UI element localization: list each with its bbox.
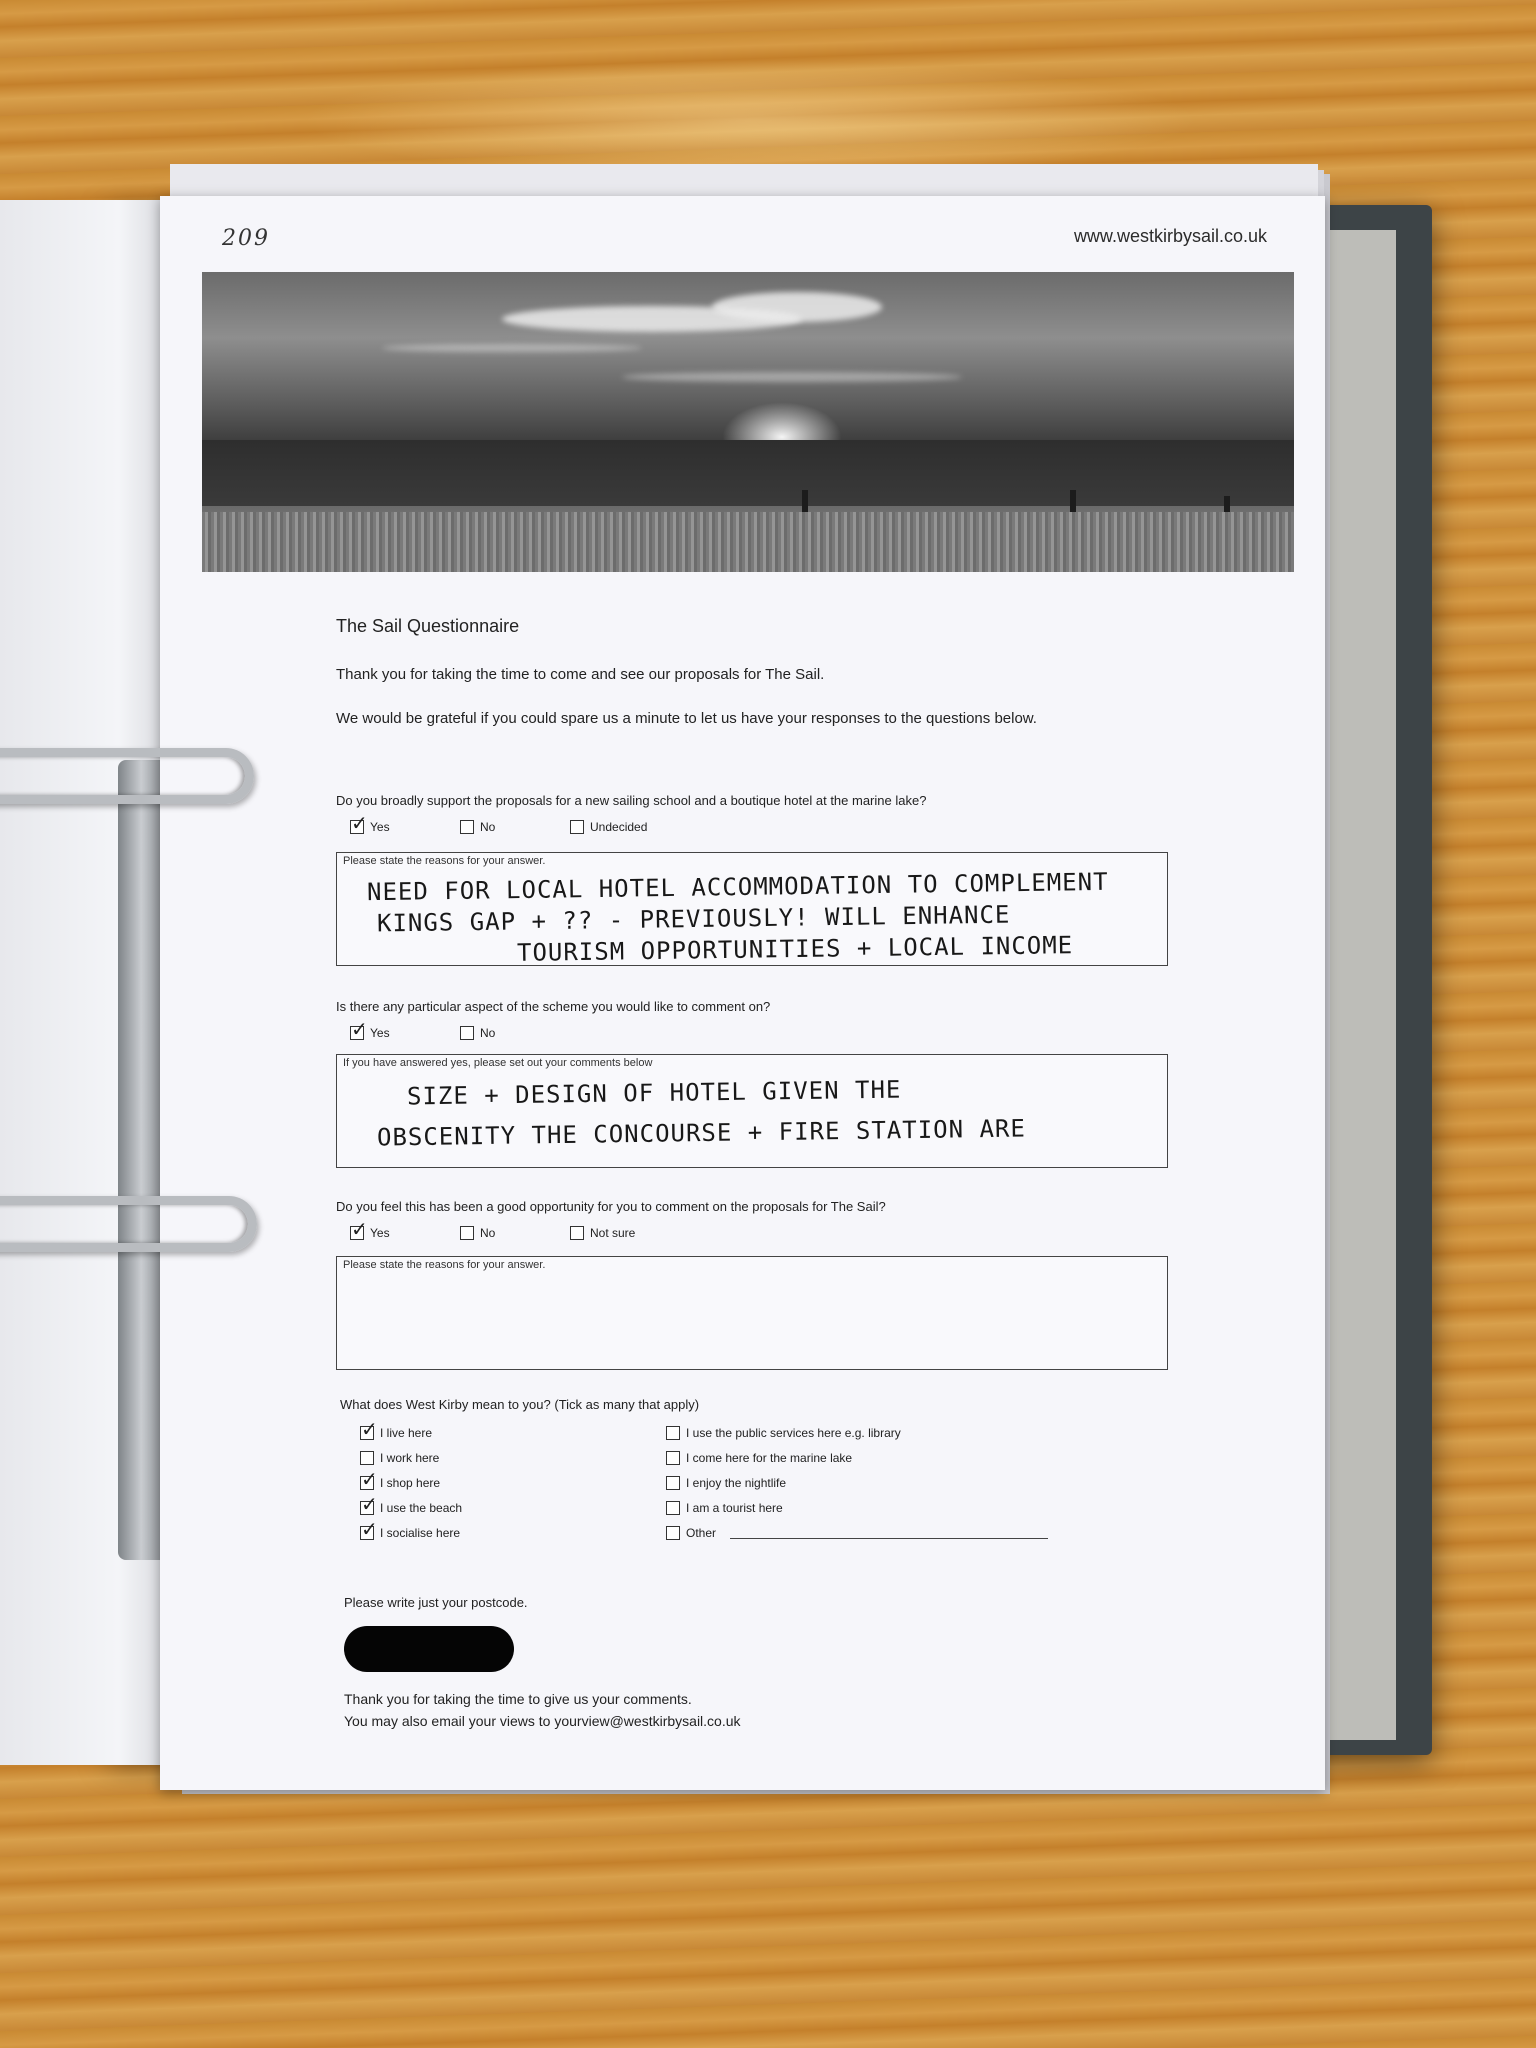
question-1: Do you broadly support the proposals for a new sailing school and a boutique hotel at the marine lake? <box>336 793 927 808</box>
q1-answer-box[interactable] <box>336 852 1168 966</box>
closing-text-2: You may also email your views to yourview@westkirbysail.co.uk <box>344 1713 741 1729</box>
q1-option-undecided[interactable]: Undecided <box>570 820 647 834</box>
q4-option-marine-lake[interactable]: I come here for the marine lake <box>666 1451 1048 1465</box>
checkbox[interactable] <box>360 1451 374 1465</box>
checkbox[interactable] <box>460 820 474 834</box>
q3-answer-hint: Please state the reasons for your answer. <box>343 1259 546 1271</box>
checkbox[interactable] <box>570 820 584 834</box>
q1-answer-hint: Please state the reasons for your answer. <box>343 855 546 867</box>
postcode-prompt: Please write just your postcode. <box>344 1595 528 1610</box>
checkbox[interactable] <box>360 1476 374 1490</box>
checkbox[interactable] <box>360 1501 374 1515</box>
redacted-postcode <box>344 1626 514 1672</box>
checkbox[interactable] <box>460 1226 474 1240</box>
binder-ring-lower <box>0 1196 257 1252</box>
question-3: Do you feel this has been a good opportunity for you to comment on the proposals for The Sail? <box>336 1199 886 1214</box>
checkbox[interactable] <box>666 1501 680 1515</box>
q1-option-no[interactable]: No <box>460 820 495 834</box>
site-url: www.westkirbysail.co.uk <box>1073 226 1267 246</box>
checkbox[interactable] <box>666 1451 680 1465</box>
page-title: The Sail Questionnaire <box>336 616 520 636</box>
checkbox[interactable] <box>360 1526 374 1540</box>
checkbox[interactable] <box>666 1526 680 1540</box>
handwritten-answer-line: KINGS GAP + ?? - PREVIOUSLY! WILL ENHANCE <box>376 900 1011 938</box>
q1-option-yes[interactable]: ✓ Yes <box>350 820 390 834</box>
q2-option-no[interactable]: No <box>460 1026 495 1040</box>
q4-option-work-here[interactable]: I work here <box>360 1451 462 1465</box>
q3-option-no[interactable]: No <box>460 1226 495 1240</box>
handwritten-answer-line: TOURISM OPPORTUNITIES + LOCAL INCOME <box>516 931 1074 967</box>
checkbox[interactable] <box>350 820 364 834</box>
intro-text-2: We would be grateful if you could spare us a minute to let us have your responses to the questions below. <box>336 710 1037 727</box>
questionnaire-page <box>160 196 1325 1790</box>
beach-sunset-photo <box>202 272 1294 572</box>
q2-answer-box[interactable] <box>336 1054 1168 1168</box>
binder-ring-upper <box>0 748 254 804</box>
q2-option-yes[interactable]: ✓ Yes <box>350 1026 390 1040</box>
question-2: Is there any particular aspect of the scheme you would like to comment on? <box>336 999 771 1014</box>
closing-text-1: Thank you for taking the time to give us your comments. <box>344 1691 692 1707</box>
checkbox[interactable] <box>570 1226 584 1240</box>
q4-option-socialise-here[interactable]: ✓ I socialise here <box>360 1526 462 1540</box>
q4-option-nightlife[interactable]: I enjoy the nightlife <box>666 1476 1048 1490</box>
checkbox[interactable] <box>460 1026 474 1040</box>
question-4: What does West Kirby mean to you? (Tick as many that apply) <box>340 1397 700 1412</box>
handwritten-page-number: 209 <box>222 226 270 251</box>
handwritten-answer-line: SIZE + DESIGN OF HOTEL GIVEN THE <box>406 1075 902 1111</box>
checkbox[interactable] <box>360 1426 374 1440</box>
q4-option-live-here[interactable]: ✓ I live here <box>360 1426 462 1440</box>
q4-option-other[interactable]: Other <box>666 1526 1048 1540</box>
checkbox[interactable] <box>350 1226 364 1240</box>
q4-right-options <box>666 1426 1048 1551</box>
q4-option-use-beach[interactable]: ✓ I use the beach <box>360 1501 462 1515</box>
q4-option-public-services[interactable]: I use the public services here e.g. library <box>666 1426 1048 1440</box>
q3-answer-box[interactable] <box>336 1256 1168 1370</box>
checkbox[interactable] <box>350 1026 364 1040</box>
other-text-line[interactable] <box>730 1528 1048 1539</box>
checkbox[interactable] <box>666 1476 680 1490</box>
handwritten-answer-line: OBSCENITY THE CONCOURSE + FIRE STATION ARE <box>376 1114 1027 1152</box>
q4-option-shop-here[interactable]: ✓ I shop here <box>360 1476 462 1490</box>
handwritten-answer-line: NEED FOR LOCAL HOTEL ACCOMMODATION TO COMPLEMENT <box>366 867 1109 907</box>
q3-option-not-sure[interactable]: Not sure <box>570 1226 635 1240</box>
q2-answer-hint: If you have answered yes, please set out your comments below <box>343 1057 653 1069</box>
q4-left-options <box>360 1426 462 1551</box>
q4-option-tourist[interactable]: I am a tourist here <box>666 1501 1048 1515</box>
table-light-reflection <box>300 60 1200 180</box>
q3-option-yes[interactable]: ✓ Yes <box>350 1226 390 1240</box>
checkbox[interactable] <box>666 1426 680 1440</box>
intro-text-1: Thank you for taking the time to come and see our proposals for The Sail. <box>336 666 825 683</box>
